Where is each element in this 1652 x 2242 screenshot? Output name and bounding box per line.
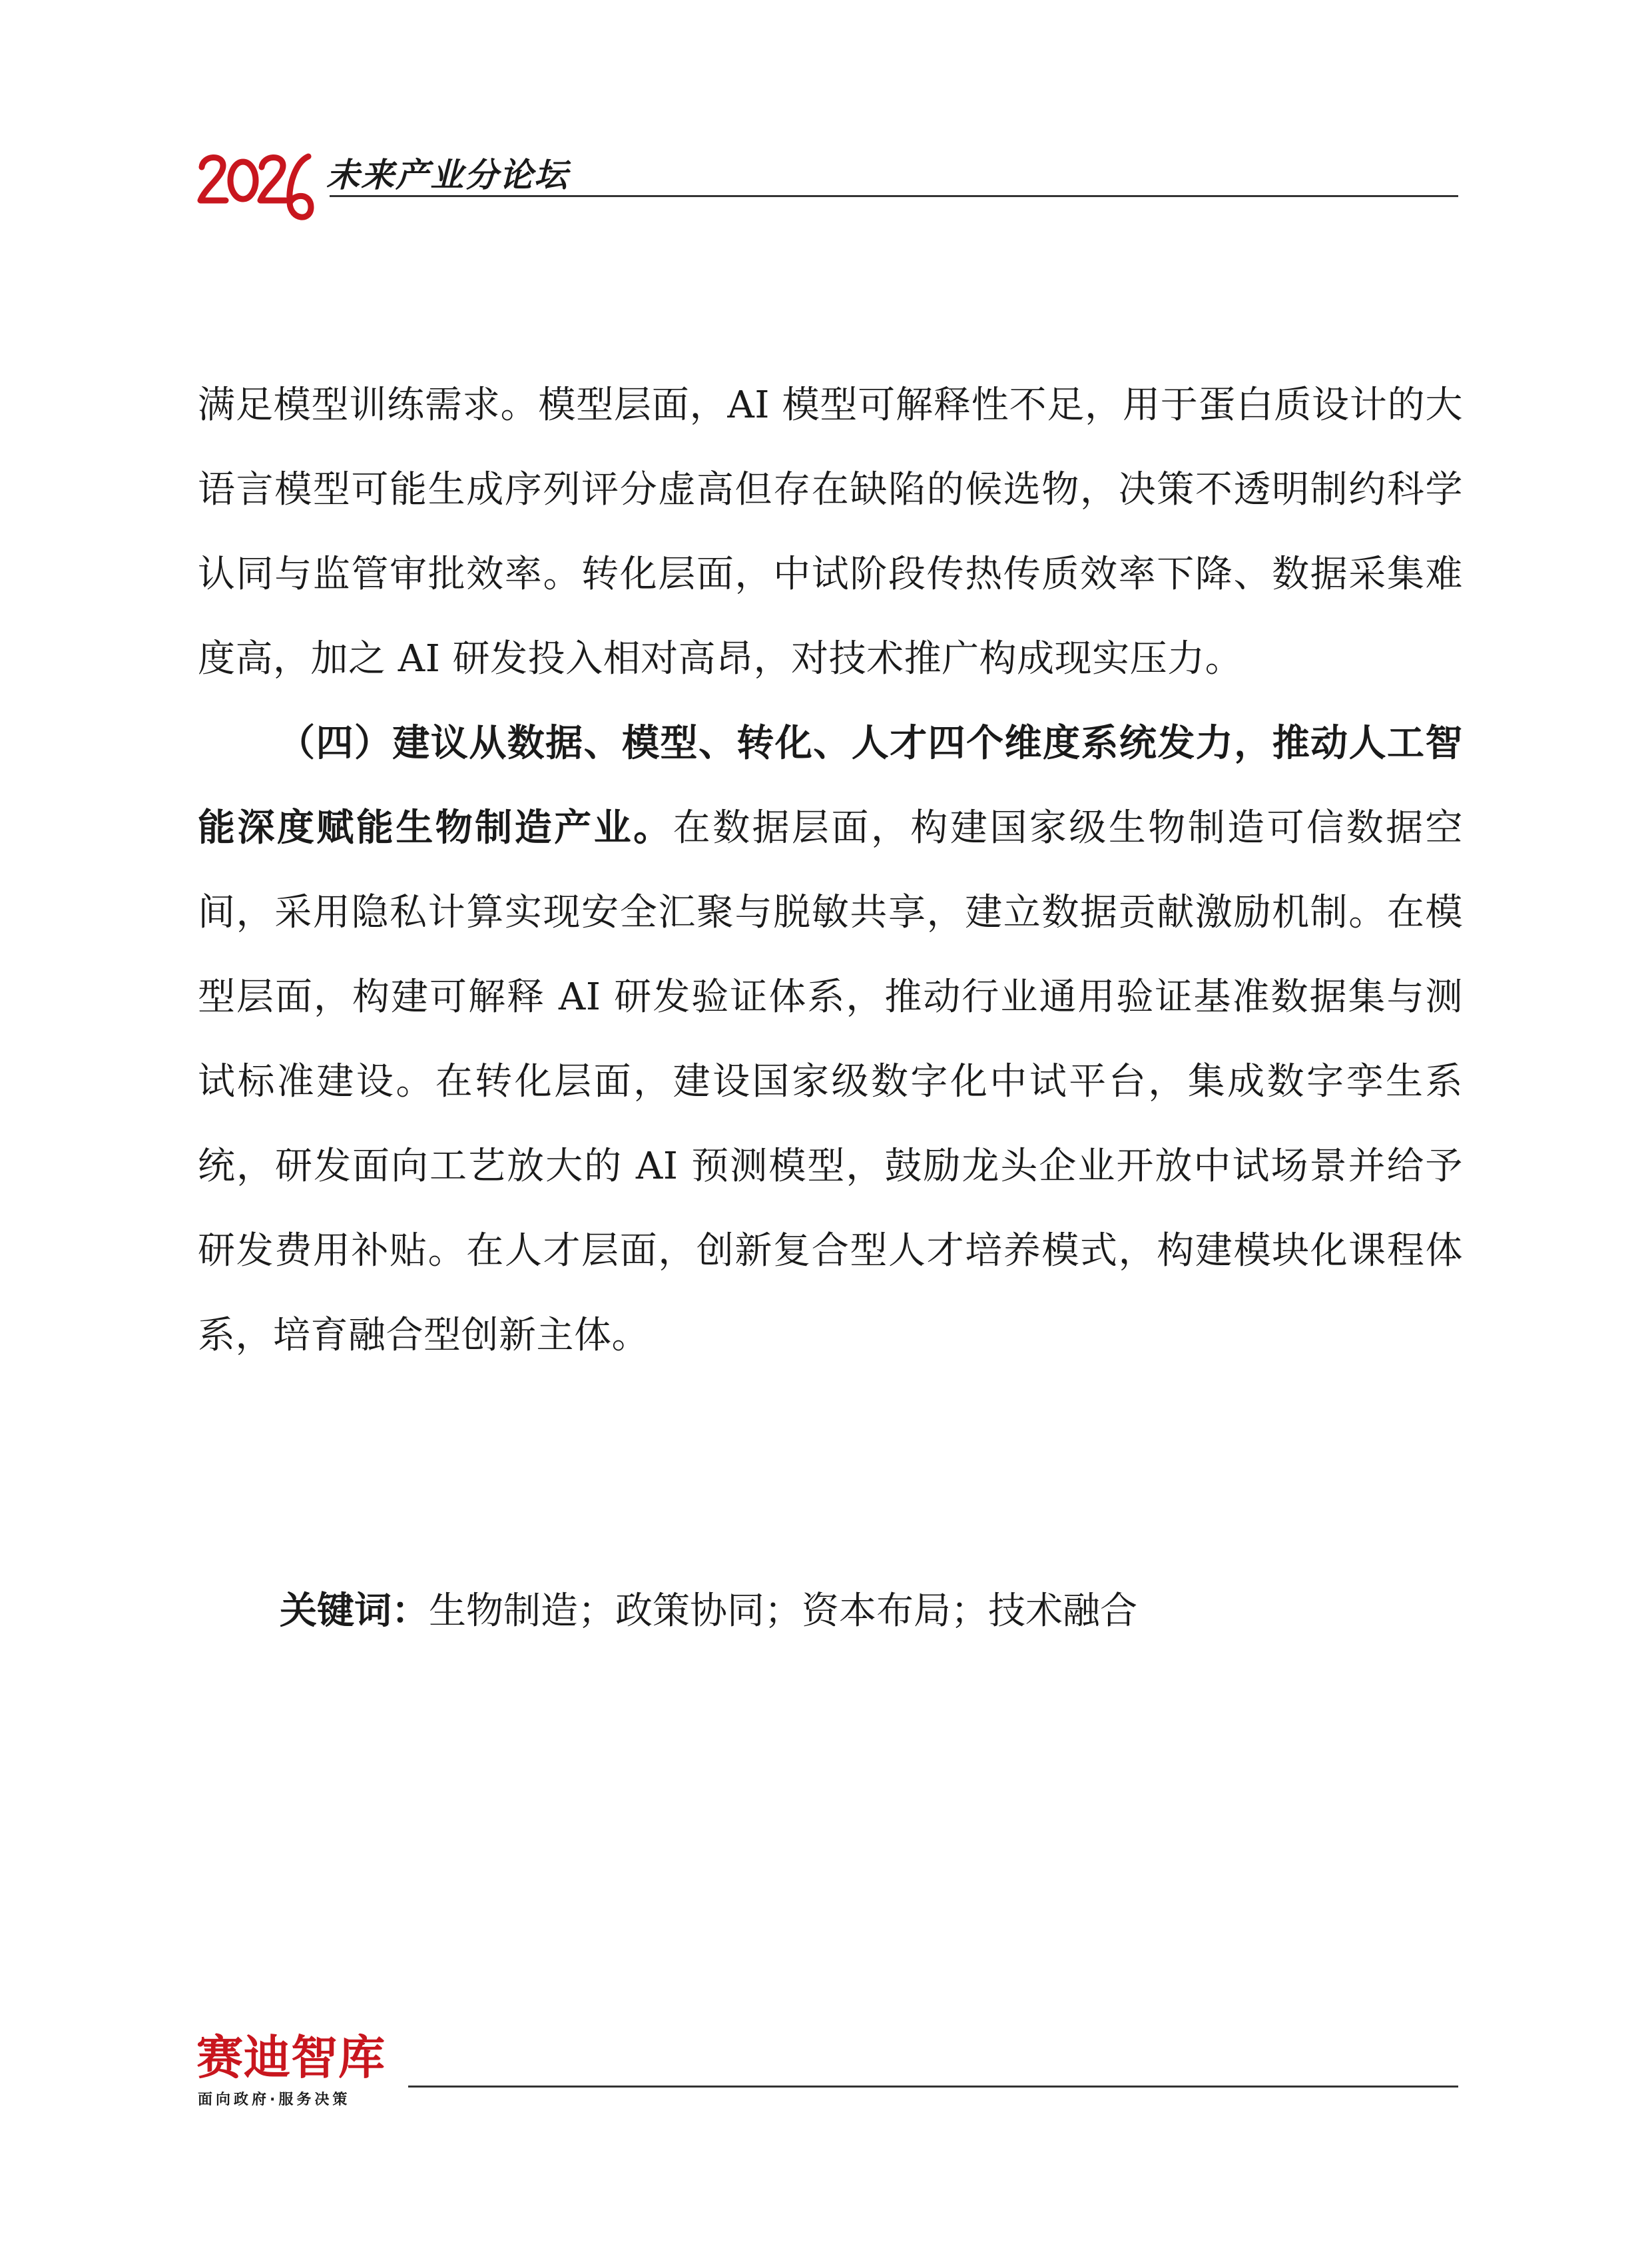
recommendation-heading: （四）建议从数据、模型、转化、人才四个维度系统发力，推动人工智能深度赋能生物制造产业。 [198, 722, 1463, 850]
paragraph-continued: 满足模型训练需求。模型层面，AI 模型可解释性不足，用于蛋白质设计的大语言模型可能生成序列评分虚高但存在缺陷的候选物，决策不透明制约科学认同与监管审批效率。转化层面，中试阶段传热传质效率下降、数据采集难度高，加之 AI 研发投入相对高昂，对技术推广构成现实压力。 [198, 384, 1463, 681]
ccid-brand-logo: 赛迪智库 [196, 2030, 386, 2085]
forum-title: 未来产业分论坛 [326, 156, 569, 194]
recommendation-body: 在数据层面，构建国家级生物制造可信数据空间，采用隐私计算实现安全汇聚与脱敏共享，建立数据贡献激励机制。在模型层面，构建可解释 AI 研发验证体系，推动行业通用验证基准数据集与测试标准建设。在转化层面，建设国家级数字化中试平台，集成数字孪生系统，研发面向工艺放大的 AI 预测模型，鼓励龙头企业开放中试场景并给予研发费用补贴。在人才层面，创新复合型人才培养模式，构建模块化课程体系，培育融合型创新主体。 [198, 806, 1464, 1357]
page-header [196, 137, 1458, 223]
keywords-value: 生物制造；政策协同；资本布局；技术融合 [429, 1589, 1137, 1633]
page-footer [196, 2031, 1458, 2111]
footer-divider [408, 2086, 1458, 2088]
paragraph-recommendation [198, 701, 1463, 1378]
forum-2026-logo [196, 142, 316, 228]
brand-slogan: 面向政府·服务决策 [198, 2092, 351, 2108]
main-content [198, 363, 1463, 1378]
keywords-line [280, 1581, 1137, 1641]
header-divider [330, 195, 1458, 197]
keywords-label: 关键词： [280, 1589, 429, 1633]
